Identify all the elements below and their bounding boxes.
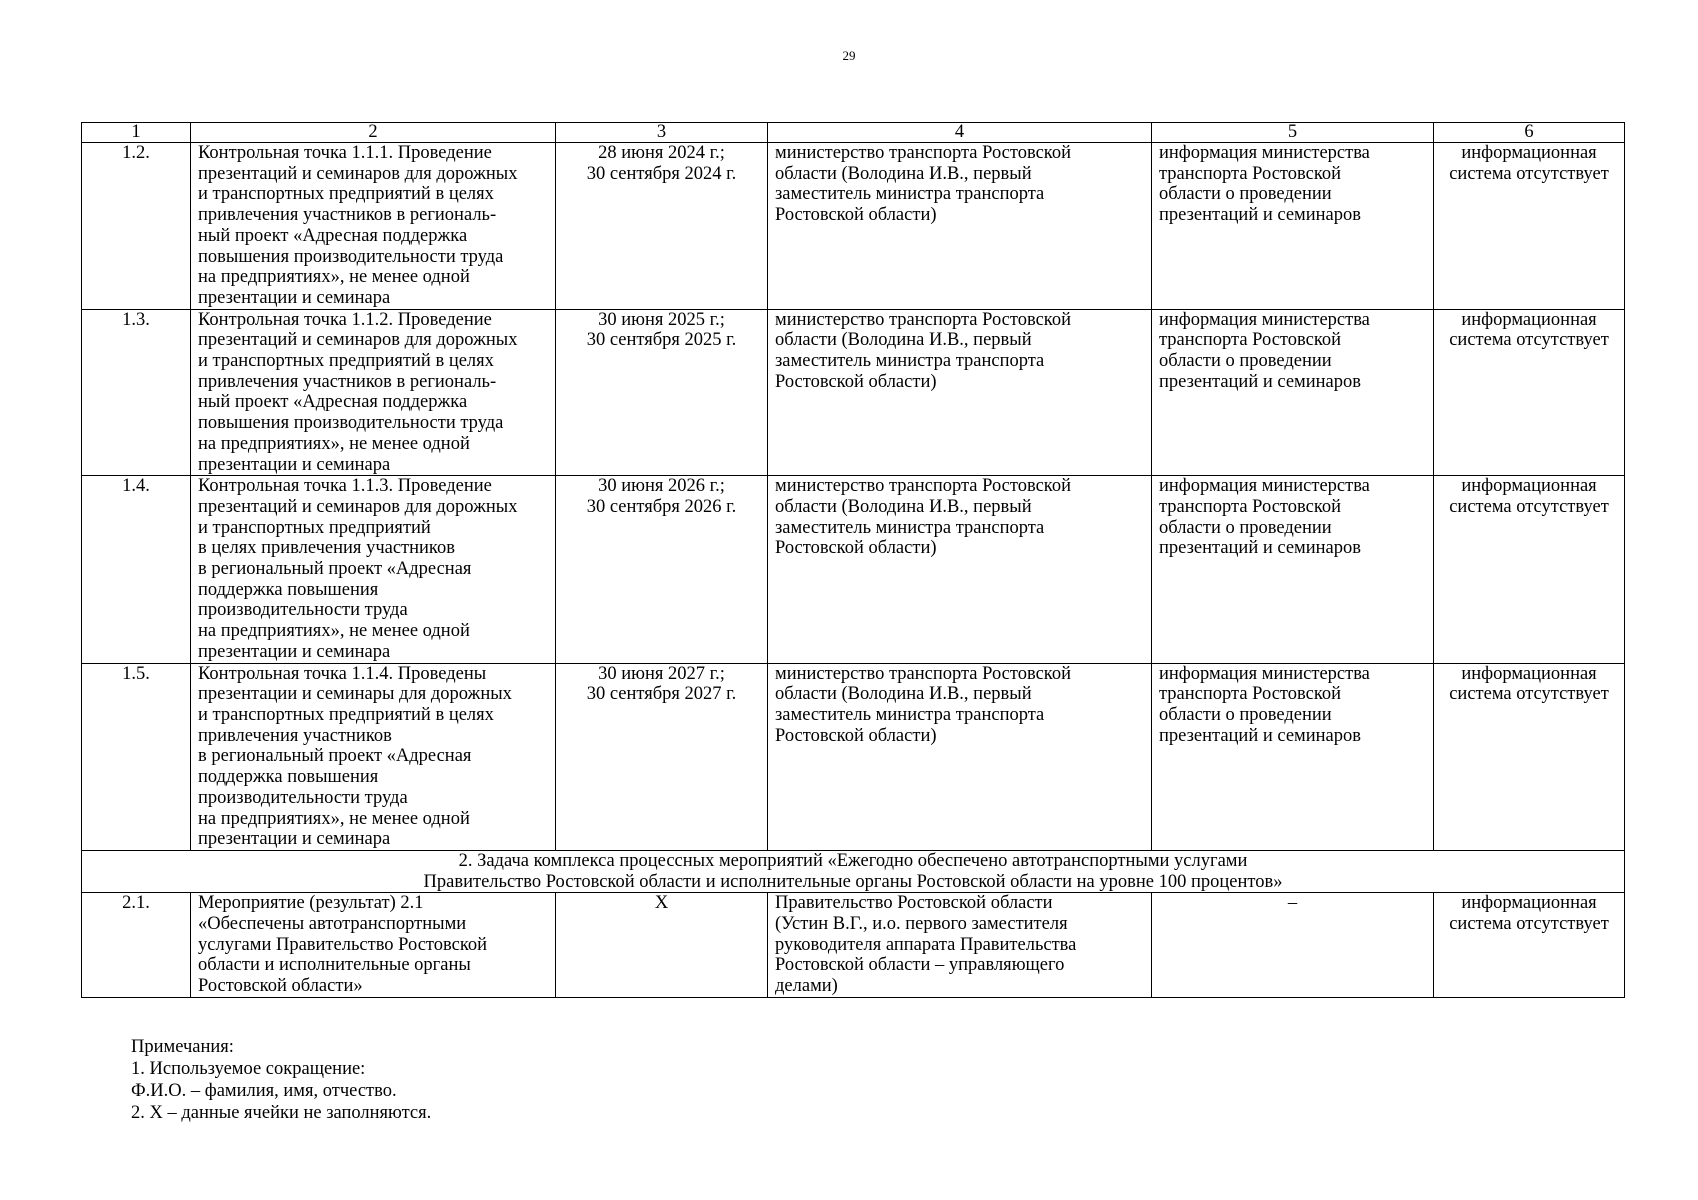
text-line: на предприятиях», не менее одной [198,808,470,829]
deadline-cell [556,663,768,850]
responsible-cell [768,663,1152,850]
text-line: области о проведении [1159,704,1332,725]
text-line: Ростовской области – управляющего [775,955,1065,976]
table-row [82,893,1625,998]
text-line: система отсутствует [1449,163,1609,184]
info-system-cell [1434,663,1625,850]
note-line: 2. Х – данные ячейки не заполняются. [131,1103,432,1123]
text-line: 30 сентября 2025 г. [586,330,737,351]
text-line: услугами Правительство Ростовской [198,934,488,955]
event-name-cell [191,663,556,850]
task-header-row [82,850,1625,892]
text-line: Ростовской области) [775,538,937,559]
text-line: информация министерства [1159,143,1370,163]
text-line: система отсутствует [1449,330,1609,351]
deadline-cell [556,143,768,310]
text-line: повышения производительности труда [198,413,504,434]
text-line: области (Володина И.В., первый [775,496,1032,517]
text-line: презентации и семинары для дорожных [198,684,512,705]
row-number: 1.4. [82,476,191,663]
text-line: привлечения участников [198,725,392,746]
text-line: 30 июня 2027 г.; [598,663,725,684]
responsible-cell [768,143,1152,310]
text-line: транспорта Ростовской [1159,684,1342,705]
deadline-cell [556,893,768,998]
text-line: информационная [1461,309,1597,330]
text-line: (Устин В.Г., и.о. первого заместителя [775,914,1068,935]
text-line: система отсутствует [1449,496,1609,517]
event-name-cell [191,309,556,476]
text-line: области (Володина И.В., первый [775,330,1032,351]
page-number: 29 [842,48,856,63]
column-number-5: 5 [1152,123,1434,143]
document-cell [1152,663,1434,850]
column-number-4: 4 [768,123,1152,143]
text-line: презентации и семинара [198,829,391,850]
text-line: 30 сентября 2027 г. [586,684,737,705]
text-line: транспорта Ростовской [1159,330,1342,351]
text-line: и транспортных предприятий [198,517,431,538]
text-line: в региональный проект «Адресная [198,559,472,580]
task-header-cell [82,850,1625,892]
text-line: в региональный проект «Адресная [198,746,472,767]
row-number: 2.1. [82,893,191,998]
note-line: Ф.И.О. – фамилия, имя, отчество. [131,1081,397,1101]
text-line: в целях привлечения участников [198,538,455,559]
row-number: 1.2. [82,143,191,310]
text-line: поддержка повышения [198,579,379,600]
text-line: презентаций и семинаров [1159,371,1361,392]
text-line: Мероприятие (результат) 2.1 [198,893,424,914]
text-line: производительности труда [198,600,408,621]
text-line: министерство транспорта Ростовской [775,143,1072,163]
text-line: информационная [1461,663,1597,684]
text-line: – [1287,893,1298,914]
text-line: министерство транспорта Ростовской [775,663,1072,684]
column-number-1: 1 [82,123,191,143]
text-line: «Обеспечены автотранспортными [198,914,467,935]
note-line: 1. Используемое сокращение: [131,1059,366,1079]
text-line: Ростовской области» [198,976,363,997]
info-system-cell [1434,143,1625,310]
text-line: 2. Задача комплекса процессных мероприятий «Ежегодно обеспечено автотранспортными услугами [458,850,1248,871]
text-line: привлечения участников в региональ- [198,371,497,392]
text-line: презентаций и семинаров [1159,538,1361,559]
row-number: 1.5. [82,663,191,850]
text-line: Контрольная точка 1.1.2. Проведение [198,309,492,330]
info-system-cell [1434,476,1625,663]
deadline-cell [556,476,768,663]
text-line: и транспортных предприятий в целях [198,704,494,725]
text-line: информационная [1461,893,1597,914]
text-line: области и исполнительные органы [198,955,471,976]
column-number-3: 3 [556,123,768,143]
text-line: Х [654,893,669,914]
deadline-cell [556,309,768,476]
text-line: области (Володина И.В., первый [775,684,1032,705]
text-line: 28 июня 2024 г.; [598,143,725,163]
text-line: повышения производительности труда [198,246,504,267]
table-row [82,663,1625,850]
text-line: информационная [1461,143,1597,163]
text-line: заместитель министра транспорта [775,704,1045,725]
text-line: 30 сентября 2024 г. [586,163,737,184]
text-line: транспорта Ростовской [1159,496,1342,517]
text-line: ный проект «Адресная поддержка [198,392,468,413]
responsible-cell [768,309,1152,476]
text-line: министерство транспорта Ростовской [775,309,1072,330]
event-name-cell [191,476,556,663]
text-line: Правительство Ростовской области и исполнительные органы Ростовской области на уровне 100 процентов» [423,871,1283,892]
text-line: Контрольная точка 1.1.3. Проведение [198,476,492,497]
text-line: области о проведении [1159,517,1332,538]
text-line: области о проведении [1159,184,1332,205]
text-line: Контрольная точка 1.1.1. Проведение [198,143,492,163]
column-number-row [82,123,1625,143]
info-system-cell [1434,309,1625,476]
main-table [81,122,1625,998]
text-line: 30 сентября 2026 г. [586,496,737,517]
row-number: 1.3. [82,309,191,476]
document-cell [1152,143,1434,310]
text-line: руководителя аппарата Правительства [775,934,1077,955]
text-line: Ростовской области) [775,205,937,226]
text-line: делами) [775,976,838,997]
text-line: информация министерства [1159,309,1370,330]
text-line: области (Володина И.В., первый [775,163,1032,184]
notes-title: Примечания: [131,1037,234,1057]
text-line: презентаций и семинаров для дорожных [198,496,518,517]
text-line: информация министерства [1159,476,1370,497]
table-row [82,143,1625,310]
text-line: система отсутствует [1449,914,1609,935]
text-line: производительности труда [198,787,408,808]
text-line: привлечения участников в региональ- [198,205,497,226]
document-cell [1152,309,1434,476]
text-line: заместитель министра транспорта [775,184,1045,205]
table-row [82,476,1625,663]
column-number-2: 2 [191,123,556,143]
document-cell [1152,893,1434,998]
event-name-cell [191,143,556,310]
table-row [82,309,1625,476]
text-line: и транспортных предприятий в целях [198,351,494,372]
text-line: министерство транспорта Ростовской [775,476,1072,497]
text-line: заместитель министра транспорта [775,351,1045,372]
text-line: и транспортных предприятий в целях [198,184,494,205]
text-line: ный проект «Адресная поддержка [198,225,468,246]
text-line: на предприятиях», не менее одной [198,267,470,288]
notes [131,1036,431,1124]
text-line: Ростовской области) [775,371,937,392]
event-name-cell [191,893,556,998]
text-line: 30 июня 2025 г.; [598,309,725,330]
text-line: области о проведении [1159,351,1332,372]
text-line: Правительство Ростовской области [775,893,1053,914]
text-line: информация министерства [1159,663,1370,684]
text-line: информационная [1461,476,1597,497]
info-system-cell [1434,893,1625,998]
text-line: система отсутствует [1449,684,1609,705]
text-line: Ростовской области) [775,725,937,746]
text-line: презентации и семинара [198,454,391,475]
text-line: 30 июня 2026 г.; [598,476,725,497]
responsible-cell [768,893,1152,998]
document-cell [1152,476,1434,663]
text-line: презентации и семинара [198,287,391,308]
text-line: презентаций и семинаров [1159,725,1361,746]
text-line: поддержка повышения [198,767,379,788]
text-line: транспорта Ростовской [1159,163,1342,184]
text-line: презентаций и семинаров для дорожных [198,163,518,184]
text-line: на предприятиях», не менее одной [198,433,470,454]
text-line: заместитель министра транспорта [775,517,1045,538]
text-line: Контрольная точка 1.1.4. Проведены [198,663,487,684]
text-line: презентации и семинара [198,641,391,662]
column-number-6: 6 [1434,123,1625,143]
text-line: презентаций и семинаров [1159,205,1361,226]
text-line: презентаций и семинаров для дорожных [198,330,518,351]
responsible-cell [768,476,1152,663]
text-line: на предприятиях», не менее одной [198,621,470,642]
